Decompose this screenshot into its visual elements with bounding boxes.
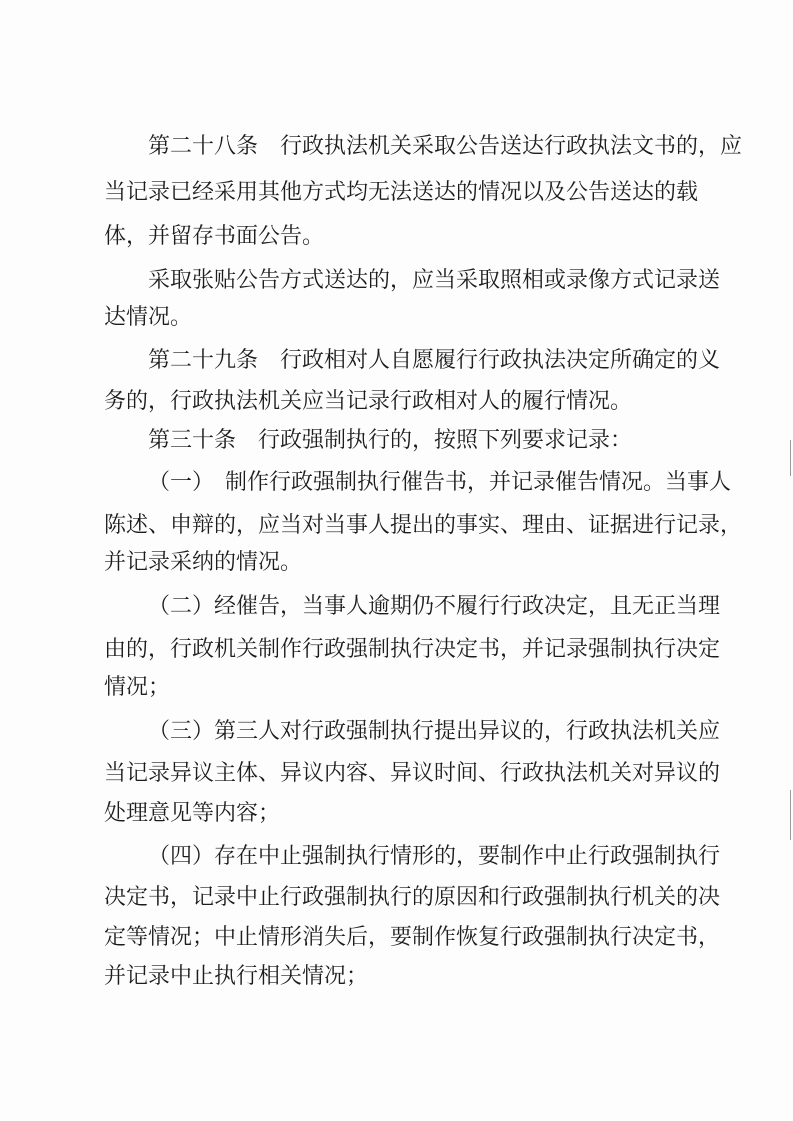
item-4-line-2: 决定书，记录中止行政强制执行的原因和行政强制执行机关的决 <box>104 885 721 910</box>
item-1-line-1: （一） 制作行政强制执行催告书，并记录催告情况。当事人 <box>148 470 732 495</box>
item-3-line-2: 当记录异议主体、异议内容、异议时间、行政执法机关对异议的 <box>104 761 721 786</box>
article-29-line-2: 务的，行政执法机关应当记录行政相对人的履行情况。 <box>104 389 633 414</box>
article-28-line-3: 体，并留存书面公告。 <box>104 224 325 249</box>
article-28-line-2: 当记录已经采用其他方式均无法送达的情况以及公告送达的载 <box>104 180 699 205</box>
article-29-line-1: 第二十九条 行政相对人自愿履行行政执法决定所确定的义 <box>148 348 721 373</box>
article-28-paragraph-2-line-2: 达情况。 <box>104 305 193 330</box>
item-3-line-1: （三）第三人对行政强制执行提出异议的，行政执法机关应 <box>148 719 721 744</box>
item-2-line-2: 由的，行政机关制作行政强制执行决定书，并记录强制执行决定 <box>104 637 721 662</box>
scan-edge-mark-bottom <box>790 790 791 840</box>
item-4-line-4: 并记录中止执行相关情况； <box>104 964 369 989</box>
item-3-line-3: 处理意见等内容； <box>104 801 281 826</box>
article-28-line-1: 第二十八条 行政执法机关采取公告送达行政执法文书的，应 <box>148 134 743 159</box>
item-4-line-3: 定等情况；中止情形消失后，要制作恢复行政强制执行决定书， <box>104 925 721 950</box>
article-30-line-1: 第三十条 行政强制执行的，按照下列要求记录： <box>148 428 633 453</box>
item-2-line-3: 情况； <box>104 675 171 700</box>
scan-edge-mark-top <box>790 440 791 476</box>
item-1-line-2: 陈述、申辩的，应当对当事人提出的事实、理由、证据进行记录， <box>104 513 743 538</box>
item-2-line-1: （二）经催告，当事人逾期仍不履行行政决定，且无正当理 <box>148 594 721 619</box>
item-1-line-3: 并记录采纳的情况。 <box>104 550 303 575</box>
article-28-paragraph-2-line-1: 采取张贴公告方式送达的，应当采取照相或录像方式记录送 <box>148 268 721 293</box>
item-4-line-1: （四）存在中止强制执行情形的，要制作中止行政强制执行 <box>148 844 721 869</box>
